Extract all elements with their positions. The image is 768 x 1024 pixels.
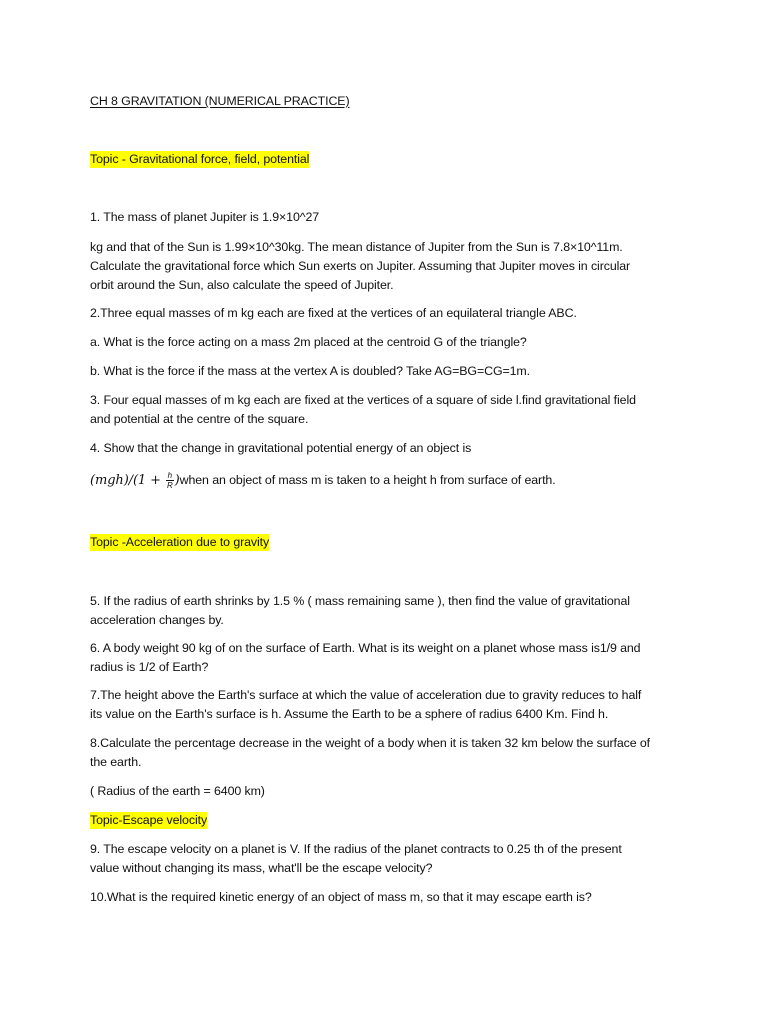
topic-highlight: Topic - Gravitational force, field, potential (90, 152, 310, 166)
formula-numerator: h (167, 471, 172, 481)
question-8-line-3: ( Radius of the earth = 6400 km) (90, 784, 265, 798)
question-2: 2.Three equal masses of m kg each are fixed at the vertices of an equilateral triangle ABC. (90, 306, 577, 320)
question-4-line-1: 4. Show that the change in gravitational potential energy of an object is (90, 441, 472, 455)
topic-highlight: Topic -Acceleration due to gravity (90, 535, 270, 549)
page-title: CH 8 GRAVITATION (NUMERICAL PRACTICE) (90, 94, 350, 108)
question-6-line-1: 6. A body weight 90 kg of on the surface of Earth. What is its weight on a planet whose mass is1/9 and (90, 641, 641, 655)
question-1-line-1: 1. The mass of planet Jupiter is 1.9×10^27 (90, 210, 320, 224)
question-7-line-2: its value on the Earth's surface is h. Assume the Earth to be a sphere of radius 6400 Km. Find h. (90, 707, 609, 721)
question-3-line-2: and potential at the centre of the square. (90, 412, 309, 426)
question-4-text: when an object of mass m is taken to a height h from surface of earth. (179, 473, 556, 487)
question-1-line-2: kg and that of the Sun is 1.99×10^30kg. The mean distance of Jupiter from the Sun is 7.8×10^11m. (90, 240, 623, 254)
question-1-line-3: Calculate the gravitational force which Sun exerts on Jupiter. Assuming that Jupiter moves in circular (90, 259, 631, 273)
topic-heading-acceleration (90, 533, 690, 553)
topic-heading-gravitational-force (90, 150, 690, 170)
question-5-line-2: acceleration changes by. (90, 613, 224, 627)
formula-denominator: R (166, 481, 173, 491)
question-9-line-2: value without changing its mass, what'll be the escape velocity? (90, 861, 433, 875)
formula-right: ) (174, 473, 180, 488)
formula-fraction (166, 471, 174, 490)
question-6-line-2: radius is 1/2 of Earth? (90, 660, 209, 674)
question-10: 10.What is the required kinetic energy of an object of mass m, so that it may escape earth is? (90, 890, 592, 904)
question-1-line-4: orbit around the Sun, also calculate the speed of Jupiter. (90, 278, 394, 292)
question-2b: b. What is the force if the mass at the vertex A is doubled? Take AG=BG=CG=1m. (90, 364, 530, 378)
question-9-line-1: 9. The escape velocity on a planet is V. If the radius of the planet contracts to 0.25 th of the present (90, 842, 622, 856)
question-8-line-1: 8.Calculate the percentage decrease in the weight of a body when it is taken 32 km below the surface of (90, 736, 651, 750)
topic-highlight: Topic-Escape velocity (90, 813, 208, 827)
question-5-line-1: 5. If the radius of earth shrinks by 1.5 % ( mass remaining same ), then find the value of gravitational (90, 594, 630, 608)
question-2a: a. What is the force acting on a mass 2m placed at the centroid G of the triangle? (90, 335, 527, 349)
question-4-line-2 (90, 471, 690, 491)
topic-heading-escape-velocity (90, 811, 690, 831)
question-8-line-2: the earth. (90, 755, 142, 769)
question-3-line-1: 3. Four equal masses of m kg each are fixed at the vertices of a square of side l.find gravitational field (90, 393, 636, 407)
question-7-line-1: 7.The height above the Earth's surface at which the value of acceleration due to gravity reduces to half (90, 688, 642, 702)
formula-left: (mgh)/(1 + (90, 473, 165, 488)
